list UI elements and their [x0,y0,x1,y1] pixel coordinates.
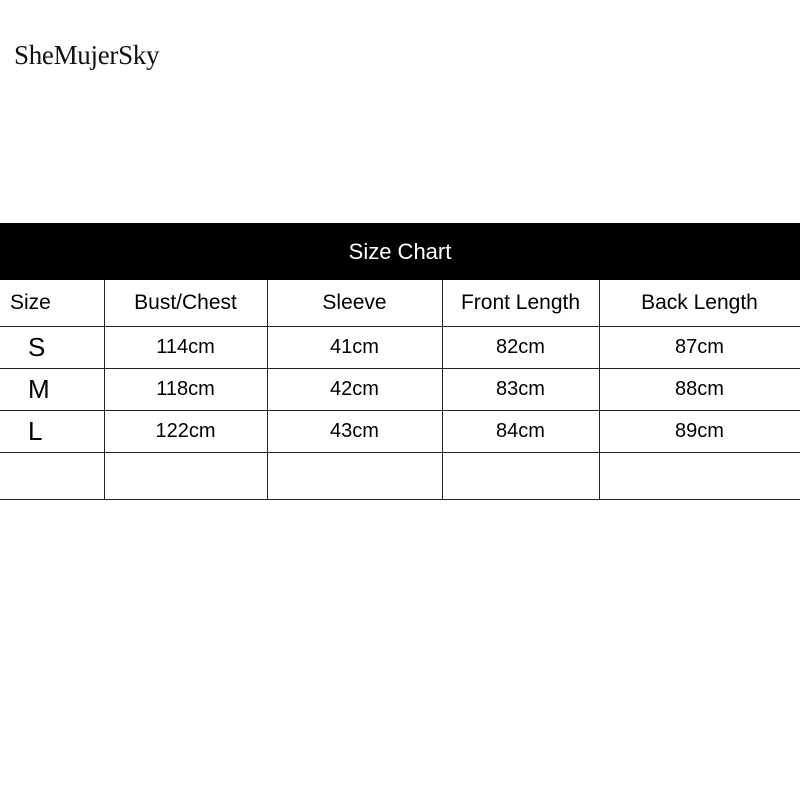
empty-cell [104,453,267,500]
column-header-front-length: Front Length [442,280,599,327]
column-header-back-length: Back Length [599,280,800,327]
table-header-row [0,280,800,327]
size-cell: L [0,411,104,453]
size-cell: S [0,327,104,369]
table-row-m [0,369,800,411]
size-chart-title [0,223,800,280]
sleeve-cell: 42cm [267,369,442,411]
size-chart-table [0,280,800,500]
size-cell: M [0,369,104,411]
empty-cell [0,453,104,500]
brand-name: SheMujerSky [14,40,160,70]
table-row-l [0,411,800,453]
bust-chest-cell: 114cm [104,327,267,369]
bust-chest-cell: 118cm [104,369,267,411]
table-row-s [0,327,800,369]
back-length-cell: 88cm [599,369,800,411]
empty-cell [442,453,599,500]
bust-chest-cell: 122cm [104,411,267,453]
sleeve-cell: 43cm [267,411,442,453]
column-header-size: Size [0,280,104,327]
front-length-cell: 83cm [442,369,599,411]
back-length-cell: 87cm [599,327,800,369]
empty-cell [599,453,800,500]
empty-cell [267,453,442,500]
column-header-bust-chest: Bust/Chest [104,280,267,327]
table-row-empty [0,453,800,500]
front-length-cell: 84cm [442,411,599,453]
size-chart-title-text: Size Chart [348,238,452,264]
back-length-cell: 89cm [599,411,800,453]
sleeve-cell: 41cm [267,327,442,369]
front-length-cell: 82cm [442,327,599,369]
column-header-sleeve: Sleeve [267,280,442,327]
